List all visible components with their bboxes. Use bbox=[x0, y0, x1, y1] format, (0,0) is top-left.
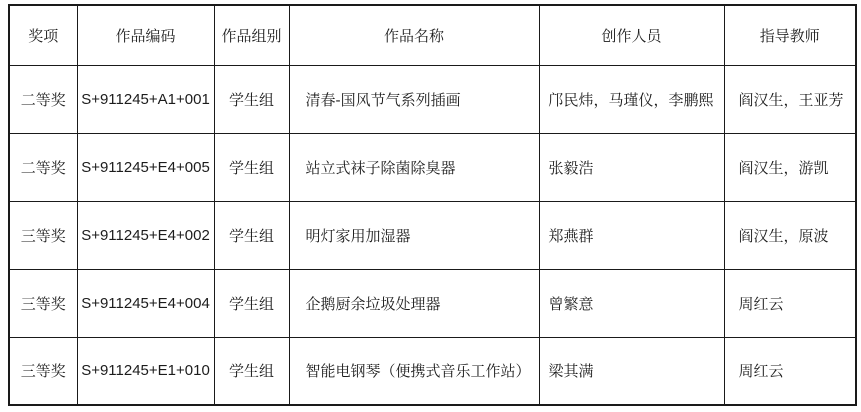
header-creators: 创作人员 bbox=[539, 5, 724, 65]
cell-creators: 张毅浩 bbox=[539, 133, 724, 201]
cell-instructors: 阎汉生，王亚芳 bbox=[724, 65, 856, 133]
cell-creators: 曾繁意 bbox=[539, 269, 724, 337]
table-body bbox=[9, 65, 856, 405]
cell-instructors: 阎汉生，游凯 bbox=[724, 133, 856, 201]
cell-title: 清春-国风节气系列插画 bbox=[289, 65, 539, 133]
cell-creators: 邝民炜，马瑾仪，李鹏熙 bbox=[539, 65, 724, 133]
table-row bbox=[9, 133, 856, 201]
cell-group: 学生组 bbox=[214, 269, 289, 337]
cell-instructors: 周红云 bbox=[724, 337, 856, 405]
header-group: 作品组别 bbox=[214, 5, 289, 65]
header-code: 作品编码 bbox=[77, 5, 214, 65]
cell-title: 企鹅厨余垃圾处理器 bbox=[289, 269, 539, 337]
header-row bbox=[9, 5, 856, 65]
header-instructors: 指导教师 bbox=[724, 5, 856, 65]
cell-award: 三等奖 bbox=[9, 269, 77, 337]
cell-title: 站立式袜子除菌除臭器 bbox=[289, 133, 539, 201]
cell-group: 学生组 bbox=[214, 65, 289, 133]
cell-code: S+911245+E4+002 bbox=[77, 201, 214, 269]
header-title: 作品名称 bbox=[289, 5, 539, 65]
cell-code: S+911245+E4+005 bbox=[77, 133, 214, 201]
cell-creators: 梁其满 bbox=[539, 337, 724, 405]
header-award: 奖项 bbox=[9, 5, 77, 65]
cell-award: 二等奖 bbox=[9, 65, 77, 133]
cell-group: 学生组 bbox=[214, 133, 289, 201]
table-row bbox=[9, 269, 856, 337]
cell-instructors: 阎汉生，原波 bbox=[724, 201, 856, 269]
cell-group: 学生组 bbox=[214, 337, 289, 405]
cell-code: S+911245+E1+010 bbox=[77, 337, 214, 405]
cell-award: 二等奖 bbox=[9, 133, 77, 201]
cell-group: 学生组 bbox=[214, 201, 289, 269]
table-row bbox=[9, 337, 856, 405]
awards-table-container bbox=[8, 4, 855, 406]
cell-award: 三等奖 bbox=[9, 201, 77, 269]
cell-code: S+911245+E4+004 bbox=[77, 269, 214, 337]
cell-award: 三等奖 bbox=[9, 337, 77, 405]
table-row bbox=[9, 65, 856, 133]
cell-creators: 郑燕群 bbox=[539, 201, 724, 269]
cell-instructors: 周红云 bbox=[724, 269, 856, 337]
cell-title: 智能电钢琴（便携式音乐工作站） bbox=[289, 337, 539, 405]
awards-table bbox=[8, 4, 857, 406]
cell-code: S+911245+A1+001 bbox=[77, 65, 214, 133]
cell-title: 明灯家用加湿器 bbox=[289, 201, 539, 269]
table-header bbox=[9, 5, 856, 65]
table-row bbox=[9, 201, 856, 269]
